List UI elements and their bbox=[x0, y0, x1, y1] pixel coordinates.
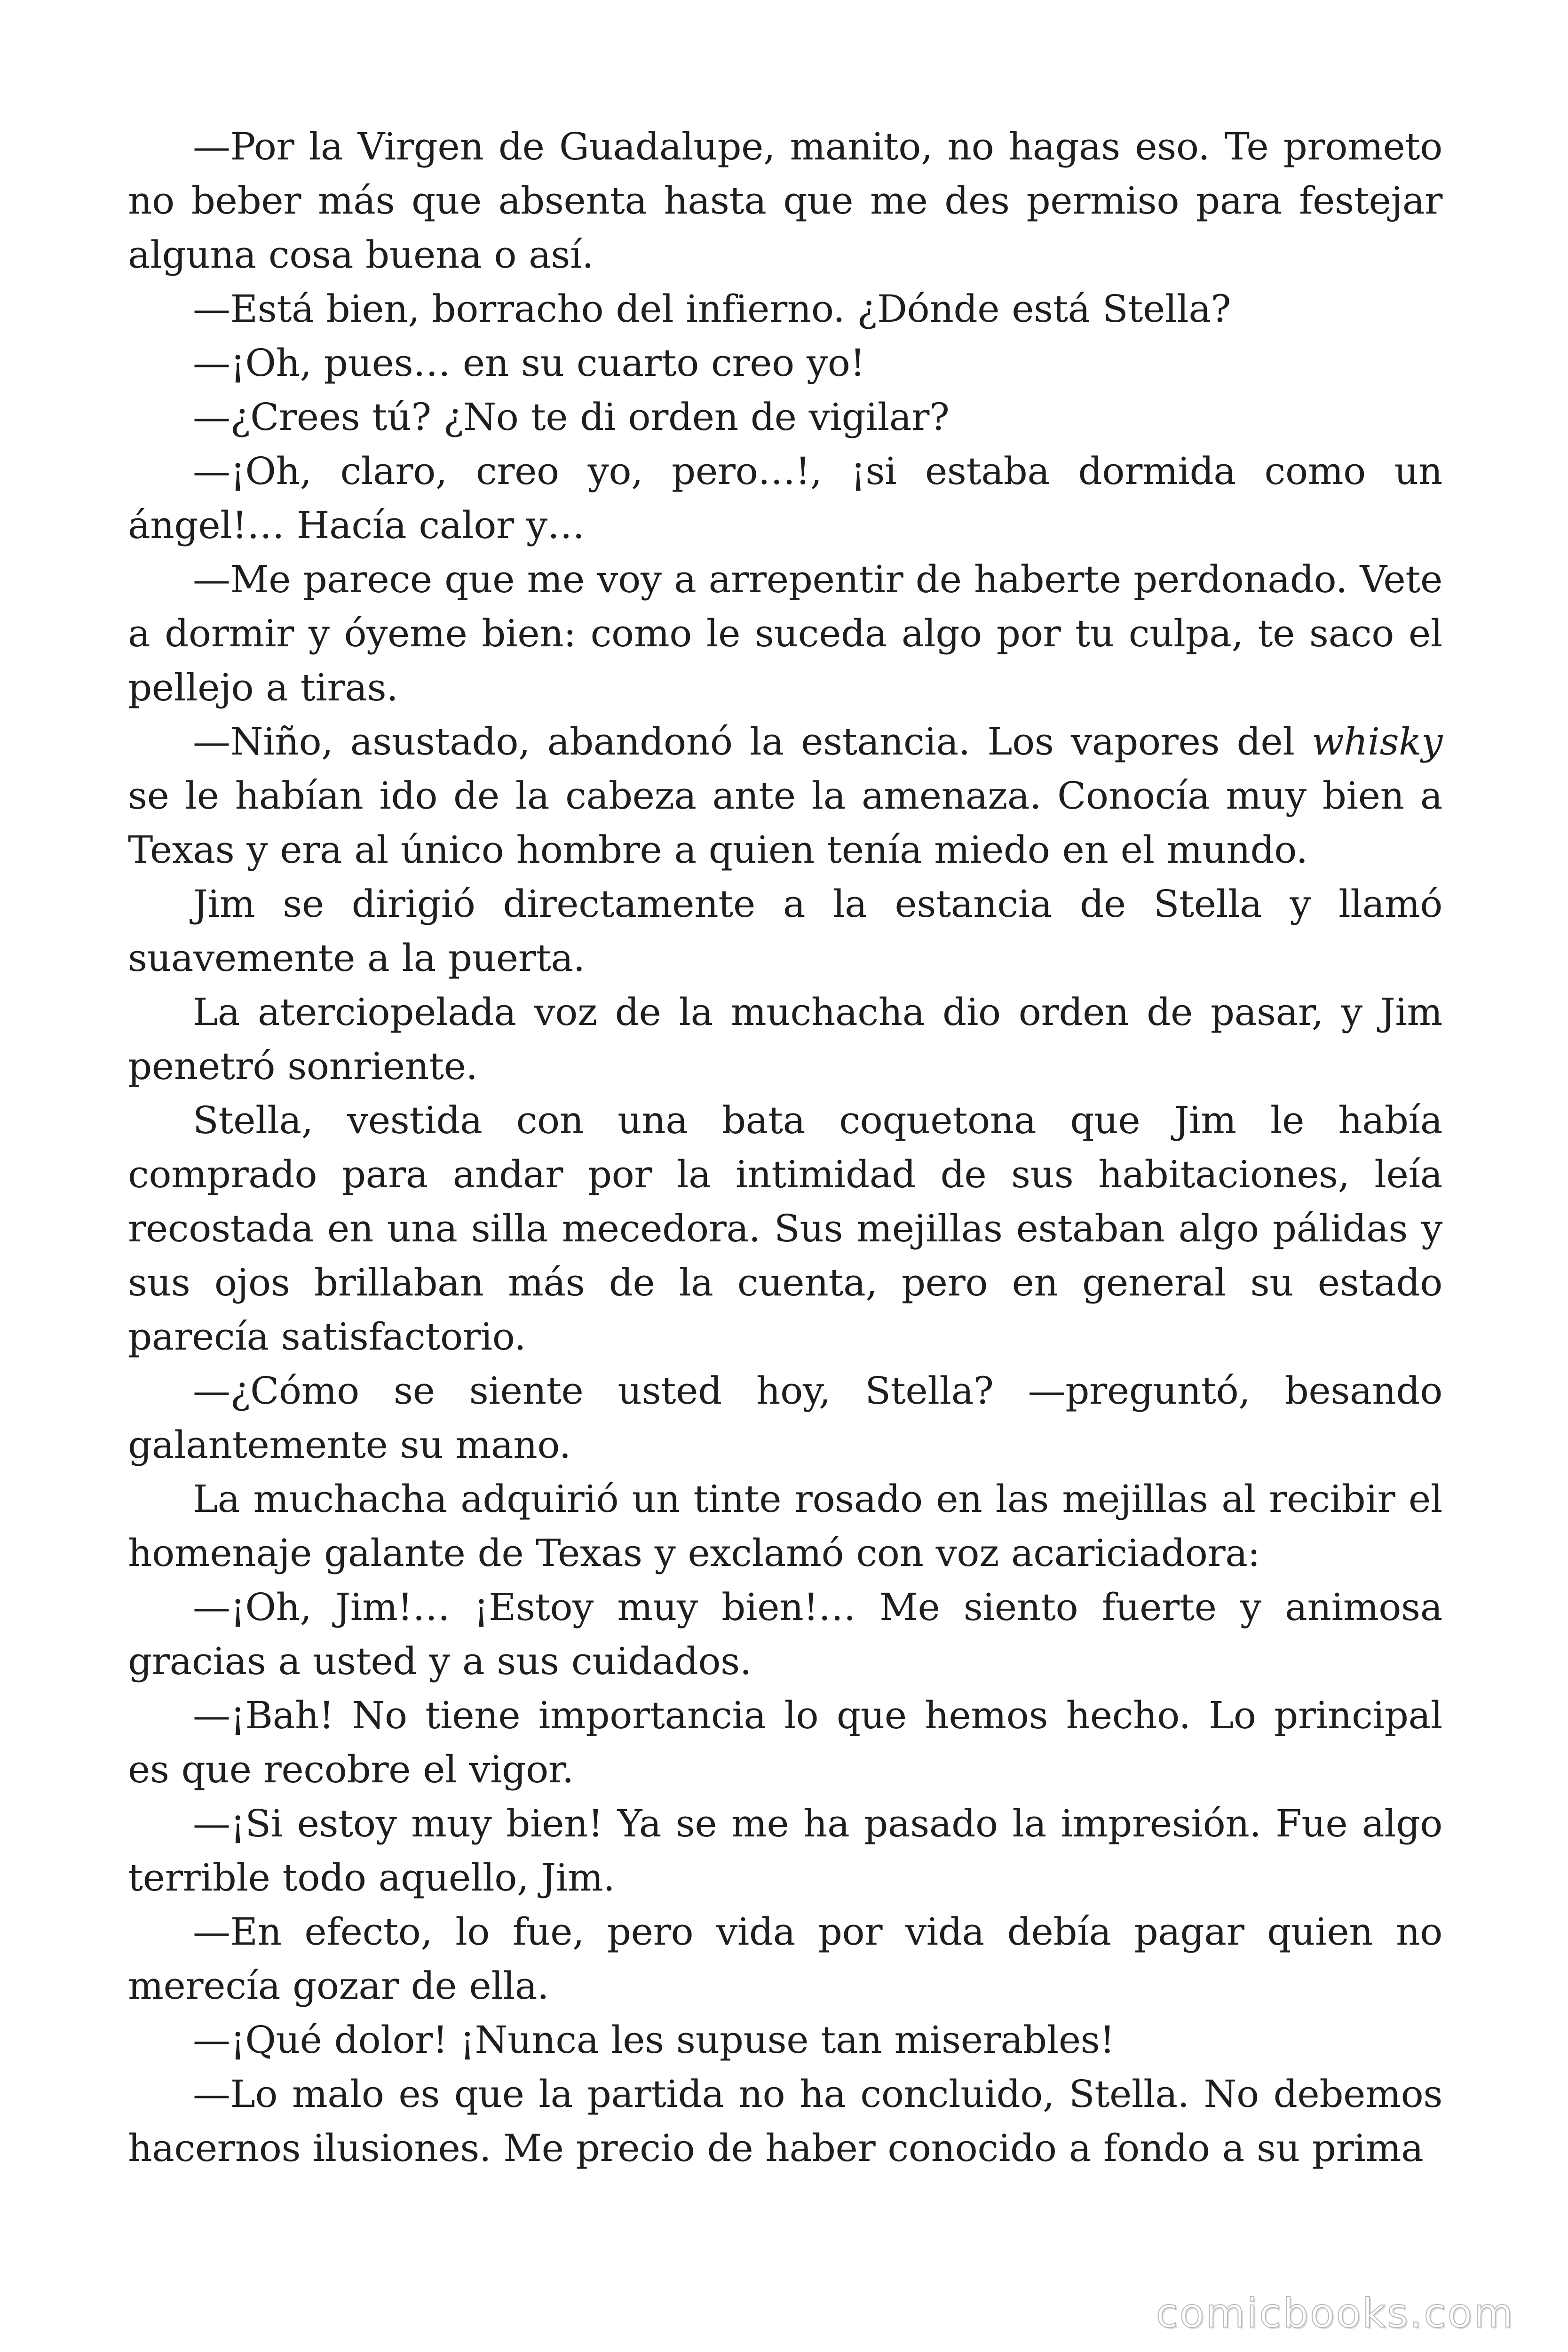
paragraph-12: La muchacha adquirió un tinte rosado en las mejillas al recibir el homenaje galante de Texas y exclamó con voz acariciadora: bbox=[128, 1477, 1442, 1575]
watermark: comicbooks.com bbox=[1156, 2290, 1514, 2337]
paragraph-17: —¡Qué dolor! ¡Nunca les supuse tan miserables! bbox=[193, 2018, 1115, 2062]
paragraph-3: —¡Oh, pues… en su cuarto creo yo! bbox=[193, 341, 865, 385]
paragraph-10: Stella, vestida con una bata coquetona que Jim le había comprado para andar por la intimidad de sus habitaciones, leía recostada en una silla mecedora. Sus mejillas estaban algo pálidas y sus ojos brillaban más de la cuenta, pero en general su estado parecía satisfactorio. bbox=[128, 1098, 1442, 1359]
paragraph-16: —En efecto, lo fue, pero vida por vida debía pagar quien no merecía gozar de ella. bbox=[128, 1910, 1442, 2008]
paragraph-13: —¡Oh, Jim!… ¡Estoy muy bien!… Me siento fuerte y animosa gracias a usted y a sus cuidados. bbox=[128, 1585, 1442, 1683]
paragraph-9: La aterciopelada voz de la muchacha dio orden de pasar, y Jim penetró sonriente. bbox=[128, 990, 1442, 1088]
paragraph-6: —Me parece que me voy a arrepentir de haberte perdonado. Vete a dormir y óyeme bien: como le suceda algo por tu culpa, te saco el pellejo a tiras. bbox=[128, 557, 1442, 709]
paragraph-15: —¡Si estoy muy bien! Ya se me ha pasado la impresión. Fue algo terrible todo aquello, Jim. bbox=[128, 1802, 1442, 1899]
paragraph-7-text-after: se le habían ido de la cabeza ante la amenaza. Conocía muy bien a Texas y era al único hombre a quien tenía miedo en el mundo. bbox=[128, 774, 1442, 872]
paragraph-11: —¿Cómo se siente usted hoy, Stella? —preguntó, besando galantemente su mano. bbox=[128, 1369, 1442, 1467]
paragraph-7 bbox=[128, 715, 1442, 877]
paragraph-7-text-before: —Niño, asustado, abandonó la estancia. Los vapores del bbox=[193, 720, 1312, 763]
paragraph-8: Jim se dirigió directamente a la estancia de Stella y llamó suavemente a la puerta. bbox=[128, 882, 1442, 980]
paragraph-18: —Lo malo es que la partida no ha concluido, Stella. No debemos hacernos ilusiones. Me precio de haber conocido a fondo a su prima bbox=[128, 2072, 1442, 2170]
paragraph-4: —¿Crees tú? ¿No te di orden de vigilar? bbox=[193, 395, 950, 439]
book-page bbox=[128, 119, 1442, 2199]
paragraph-7-italic-word: whisky bbox=[1312, 720, 1442, 763]
paragraph-14: —¡Bah! No tiene importancia lo que hemos hecho. Lo principal es que recobre el vigor. bbox=[128, 1693, 1442, 1791]
paragraph-5: —¡Oh, claro, creo yo, pero…!, ¡si estaba dormida como un ángel!… Hacía calor y… bbox=[128, 449, 1442, 547]
paragraph-2: —Está bien, borracho del infierno. ¿Dónde está Stella? bbox=[193, 287, 1231, 331]
paragraph-1: —Por la Virgen de Guadalupe, manito, no hagas eso. Te prometo no beber más que absenta hasta que me des permiso para festejar alguna cosa buena o así. bbox=[128, 125, 1442, 277]
